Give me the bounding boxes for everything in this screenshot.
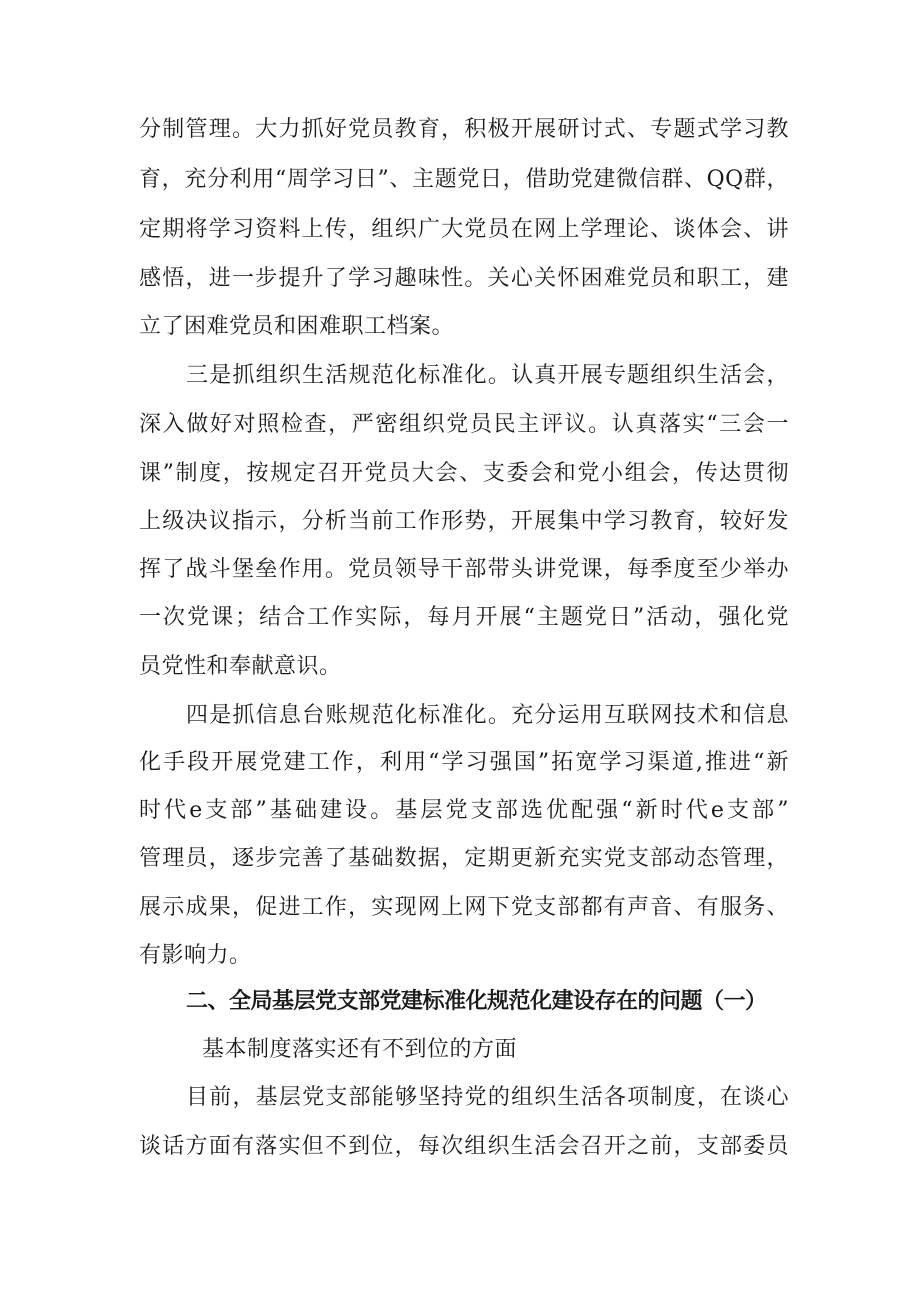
paragraph-3-line-2: 化手段开展党建工作，利用“学习强国”拓宽学习渠道,推进“新 xyxy=(139,750,789,775)
closing-line-1: 目前，基层党支部能够坚持党的组织生活各项制度，在谈心 xyxy=(186,1085,789,1110)
section-heading: 二、全局基层党支部党建标准化规范化建设存在的问题（一） xyxy=(186,989,767,1014)
section-subheading: 基本制度落实还有不到位的方面 xyxy=(202,1037,518,1062)
paragraph-3-line-3: 时代e支部”基础建设。基层党支部选优配强“新时代e支部” xyxy=(139,798,789,823)
paragraph-3-line-6: 有影响力。 xyxy=(139,943,252,968)
paragraph-1-line-1: 分制管理。大力抓好党员教育，积极开展研讨式、专题式学习教 xyxy=(139,117,789,142)
paragraph-3-line-1: 四是抓信息台账规范化标准化。充分运用互联网技术和信息 xyxy=(186,703,789,728)
paragraph-1-line-2: 育，充分利用“周学习日”、主题党日，借助党建微信群、QQ群， xyxy=(139,167,789,192)
paragraph-2-line-1: 三是抓组织生活规范化标准化。认真开展专题组织生活会， xyxy=(186,363,789,388)
paragraph-2-line-3: 课”制度，按规定召开党员大会、支委会和党小组会，传达贯彻 xyxy=(139,461,789,486)
paragraph-1-line-3: 定期将学习资料上传，组织广大党员在网上学理论、谈体会、讲 xyxy=(139,217,789,242)
paragraph-2-line-2: 深入做好对照检查，严密组织党员民主评议。认真落实“三会一 xyxy=(139,412,789,437)
paragraph-2-line-7: 员党性和奉献意识。 xyxy=(139,654,342,679)
paragraph-2-line-6: 一次党课；结合工作实际，每月开展“主题党日”活动，强化党 xyxy=(139,605,789,630)
paragraph-3-line-5: 展示成果，促进工作，实现网上网下党支部都有声音、有服务、 xyxy=(139,895,789,920)
paragraph-1-line-4: 感悟，进一步提升了学习趣味性。关心关怀困难党员和职工，建 xyxy=(139,266,789,291)
paragraph-2-line-5: 挥了战斗堡垒作用。党员领导干部带头讲党课，每季度至少举办 xyxy=(139,557,789,582)
paragraph-3-line-4: 管理员，逐步完善了基础数据，定期更新充实党支部动态管理， xyxy=(139,846,789,871)
closing-line-2: 谈话方面有落实但不到位，每次组织生活会召开之前，支部委员 xyxy=(139,1134,789,1159)
paragraph-2-line-4: 上级决议指示，分析当前工作形势，开展集中学习教育，较好发 xyxy=(139,509,789,534)
paragraph-1-line-5: 立了困难党员和困难职工档案。 xyxy=(139,314,455,339)
